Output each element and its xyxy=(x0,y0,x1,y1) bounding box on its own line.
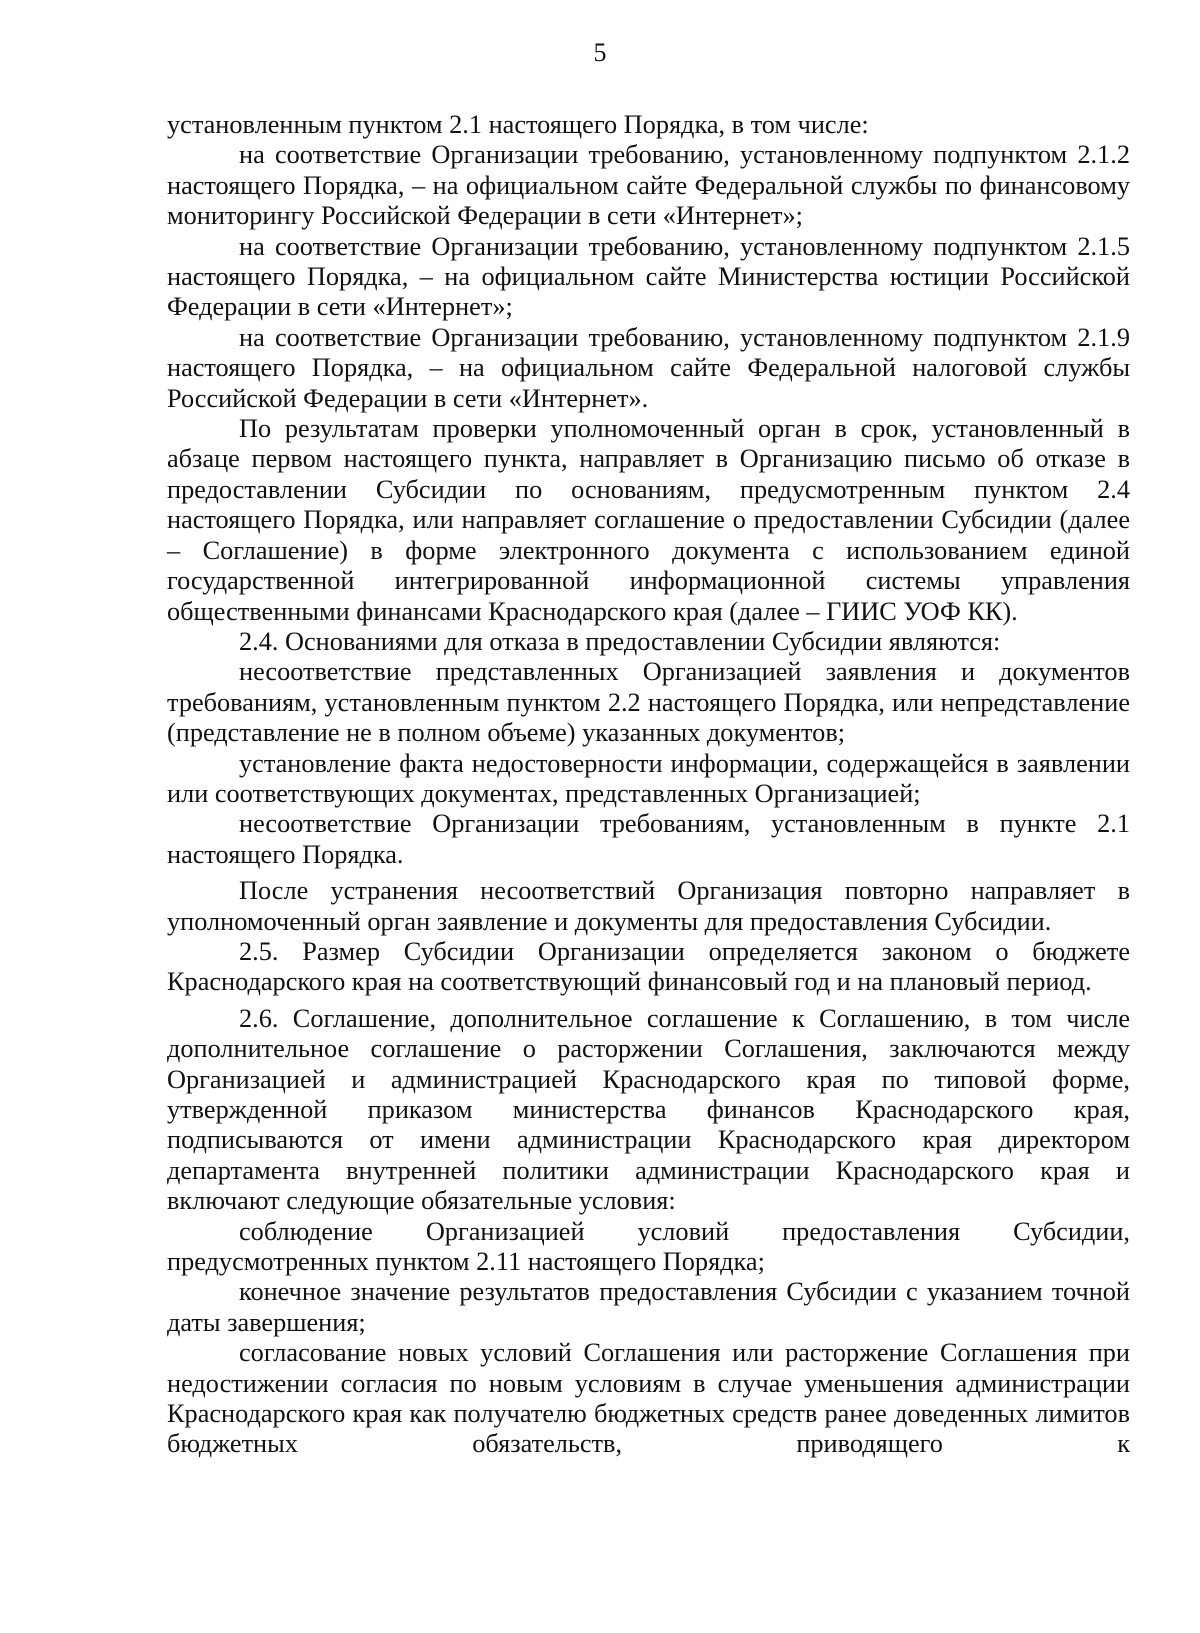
paragraph: на соответствие Организации требованию, установленному подпунктом 2.1.2 настоящего Порядка, – на официальном сайте Федеральной службы по финансовому мониторингу Российской Федерации в сети «Интернет»; xyxy=(167,140,1130,231)
paragraph: После устранения несоответствий Организация повторно направляет в уполномоченный орган заявление и документы для предоставления Субсидии. xyxy=(167,876,1130,936)
page-number: 5 xyxy=(593,38,607,67)
paragraph: установленным пунктом 2.1 настоящего Порядка, в том числе: xyxy=(167,110,869,139)
paragraph: согласование новых условий Соглашения или расторжение Соглашения при недостижении согласия по новым условиям в случае уменьшения администрации Краснодарского края как получателю бюджетных средств ранее доведенных лимитов бюджетных обязательств, приводящего к xyxy=(167,1338,1130,1459)
paragraph: 2.4. Основаниями для отказа в предоставлении Субсидии являются: xyxy=(239,626,1001,656)
document-body xyxy=(167,110,1130,1460)
paragraph: конечное значение результатов предоставления Субсидии с указанием точной даты завершения; xyxy=(167,1277,1130,1337)
paragraph: несоответствие Организации требованиям, установленным в пункте 2.1 настоящего Порядка. xyxy=(167,809,1130,869)
paragraph: на соответствие Организации требованию, установленному подпунктом 2.1.9 настоящего Порядка, – на официальном сайте Федеральной налоговой службы Российской Федерации в сети «Интернет». xyxy=(167,322,1130,413)
paragraph: на соответствие Организации требованию, установленному подпунктом 2.1.5 настоящего Порядка, – на официальном сайте Министерства юстиции Российской Федерации в сети «Интернет»; xyxy=(167,231,1130,322)
paragraph: 2.5. Размер Субсидии Организации определяется законом о бюджете Краснодарского края на соответствующий финансовый год и на плановый период. xyxy=(167,936,1130,997)
paragraph: соблюдение Организацией условий предоставления Субсидии, предусмотренных пунктом 2.11 настоящего Порядка; xyxy=(167,1216,1130,1277)
paragraph: По результатам проверки уполномоченный орган в срок, установленный в абзаце первом настоящего пункта, направляет в Организацию письмо об отказе в предоставлении Субсидии по основаниям, предусмотренным пунктом 2.4 настоящего Порядка, или направляет соглашение о предоставлении Субсидии (далее – Соглашение) в форме электронного документа с использованием единой государственной интегрированной информационной системы управления общественными финансами Краснодарского края (далее – ГИИС УОФ КК). xyxy=(167,414,1130,626)
paragraph: 2.6. Соглашение, дополнительное соглашение к Соглашению, в том числе дополнительное соглашение о расторжении Соглашения, заключаются между Организацией и администрацией Краснодарского края по типовой форме, утвержденной приказом министерства финансов Краснодарского края, подписываются от имени администрации Краснодарского края директором департамента внутренней политики администрации Краснодарского края и включают следующие обязательные условия: xyxy=(167,1003,1130,1216)
paragraph: несоответствие представленных Организацией заявления и документов требованиям, установленным пунктом 2.2 настоящего Порядка, или непредставление (представление не в полном объеме) указанных документов; xyxy=(167,657,1130,748)
paragraph: установление факта недостоверности информации, содержащейся в заявлении или соответствующих документах, представленных Организацией; xyxy=(167,748,1130,808)
